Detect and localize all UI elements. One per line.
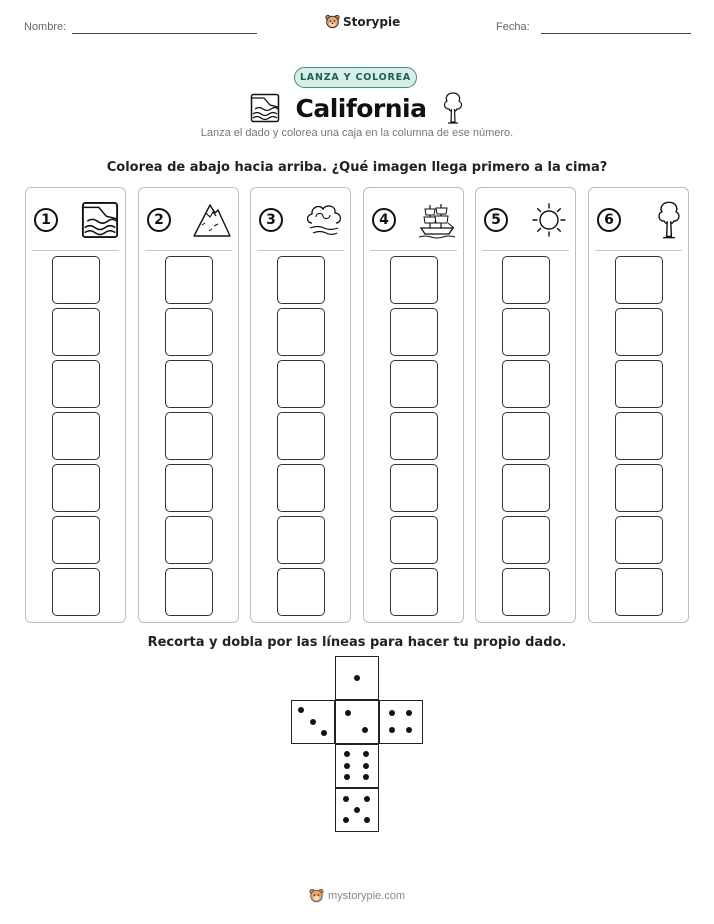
column-divider <box>482 250 569 251</box>
color-box[interactable] <box>615 360 663 408</box>
die-face-6 <box>335 744 379 788</box>
die-pip <box>343 796 349 802</box>
die-pip <box>364 817 370 823</box>
die-face-1 <box>335 656 379 700</box>
die-pip <box>345 710 351 716</box>
column-header <box>34 200 119 240</box>
color-box[interactable] <box>615 464 663 512</box>
footer-url[interactable]: mystorypie.com <box>327 889 406 902</box>
color-box[interactable] <box>165 516 213 564</box>
column-1 <box>25 187 126 623</box>
date-label: Fecha: <box>496 21 530 33</box>
waves-cliff-icon <box>250 93 280 123</box>
color-box[interactable] <box>52 308 100 356</box>
color-box[interactable] <box>277 412 325 460</box>
die-pip <box>354 807 360 813</box>
color-box[interactable] <box>165 568 213 616</box>
tree-icon <box>442 91 464 125</box>
die-pip <box>321 730 327 736</box>
color-box[interactable] <box>165 360 213 408</box>
column-4 <box>363 187 464 623</box>
die-face-3 <box>291 700 335 744</box>
die-pip <box>389 710 395 716</box>
name-label: Nombre: <box>24 21 67 33</box>
color-box[interactable] <box>52 360 100 408</box>
color-box[interactable] <box>277 308 325 356</box>
color-box[interactable] <box>390 412 438 460</box>
color-box[interactable] <box>615 308 663 356</box>
waves-cliff-icon <box>81 201 119 239</box>
die-pip <box>344 774 350 780</box>
color-box[interactable] <box>502 256 550 304</box>
column-2 <box>138 187 239 623</box>
brand-name: Storypie <box>343 14 401 29</box>
color-box[interactable] <box>615 568 663 616</box>
column-header <box>147 200 232 240</box>
column-divider <box>145 250 232 251</box>
color-box[interactable] <box>390 516 438 564</box>
color-box[interactable] <box>502 308 550 356</box>
activity-badge: LANZA Y COLOREA <box>294 67 417 88</box>
die-pip <box>389 727 395 733</box>
column-5 <box>475 187 576 623</box>
fog-icon <box>304 201 344 239</box>
color-box[interactable] <box>502 464 550 512</box>
color-box[interactable] <box>52 464 100 512</box>
die-face-5 <box>335 788 379 832</box>
color-box[interactable] <box>615 256 663 304</box>
color-box[interactable] <box>390 464 438 512</box>
die-pip <box>364 796 370 802</box>
column-divider <box>257 250 344 251</box>
die-pip <box>344 751 350 757</box>
sun-icon <box>529 201 569 239</box>
game-instruction: Colorea de abajo hacia arriba. ¿Qué imagen llega primero a la cima? <box>106 160 608 175</box>
color-box[interactable] <box>277 256 325 304</box>
column-6 <box>588 187 689 623</box>
color-box[interactable] <box>165 412 213 460</box>
color-box[interactable] <box>390 360 438 408</box>
column-header <box>259 200 344 240</box>
color-box[interactable] <box>502 516 550 564</box>
die-face-4 <box>379 700 423 744</box>
column-number: 1 <box>34 208 58 232</box>
color-box[interactable] <box>390 568 438 616</box>
footer <box>0 888 714 903</box>
column-divider <box>595 250 682 251</box>
column-number: 5 <box>484 208 508 232</box>
color-box[interactable] <box>502 568 550 616</box>
page-title: California <box>295 93 427 123</box>
color-box[interactable] <box>277 516 325 564</box>
die-pip <box>363 763 369 769</box>
subtitle: Lanza el dado y colorea una caja en la columna de ese número. <box>200 127 514 139</box>
column-number: 4 <box>372 208 396 232</box>
date-line[interactable] <box>541 33 691 34</box>
die-pip <box>406 710 412 716</box>
column-divider <box>370 250 457 251</box>
color-box[interactable] <box>52 516 100 564</box>
color-box[interactable] <box>277 360 325 408</box>
color-box[interactable] <box>615 412 663 460</box>
column-header <box>372 200 457 240</box>
dice-instruction: Recorta y dobla por las líneas para hacer tu propio dado. <box>147 635 567 650</box>
color-box[interactable] <box>502 360 550 408</box>
die-pip <box>363 774 369 780</box>
die-pip <box>362 727 368 733</box>
color-box[interactable] <box>52 568 100 616</box>
die-face-2 <box>335 700 379 744</box>
column-3 <box>250 187 351 623</box>
column-header <box>484 200 569 240</box>
bear-icon <box>325 14 340 29</box>
tree-icon <box>656 200 682 240</box>
die-pip <box>406 727 412 733</box>
color-box[interactable] <box>277 568 325 616</box>
brand-logo <box>325 14 400 29</box>
column-divider <box>32 250 119 251</box>
column-number: 3 <box>259 208 283 232</box>
color-box[interactable] <box>52 412 100 460</box>
die-pip <box>310 719 316 725</box>
title-row <box>250 90 464 126</box>
color-box[interactable] <box>502 412 550 460</box>
die-pip <box>344 763 350 769</box>
name-line[interactable] <box>72 33 257 34</box>
color-box[interactable] <box>390 256 438 304</box>
color-box[interactable] <box>165 308 213 356</box>
color-box[interactable] <box>277 464 325 512</box>
column-number: 2 <box>147 208 171 232</box>
color-box[interactable] <box>615 516 663 564</box>
column-number: 6 <box>597 208 621 232</box>
die-pip <box>298 707 304 713</box>
die-pip <box>354 675 360 681</box>
column-header <box>597 200 682 240</box>
color-box[interactable] <box>165 464 213 512</box>
die-pip <box>343 817 349 823</box>
color-box[interactable] <box>165 256 213 304</box>
mountain-icon <box>192 201 232 239</box>
color-box[interactable] <box>52 256 100 304</box>
die-pip <box>363 751 369 757</box>
bear-icon <box>309 888 324 903</box>
ship-icon <box>417 201 457 239</box>
color-box[interactable] <box>390 308 438 356</box>
